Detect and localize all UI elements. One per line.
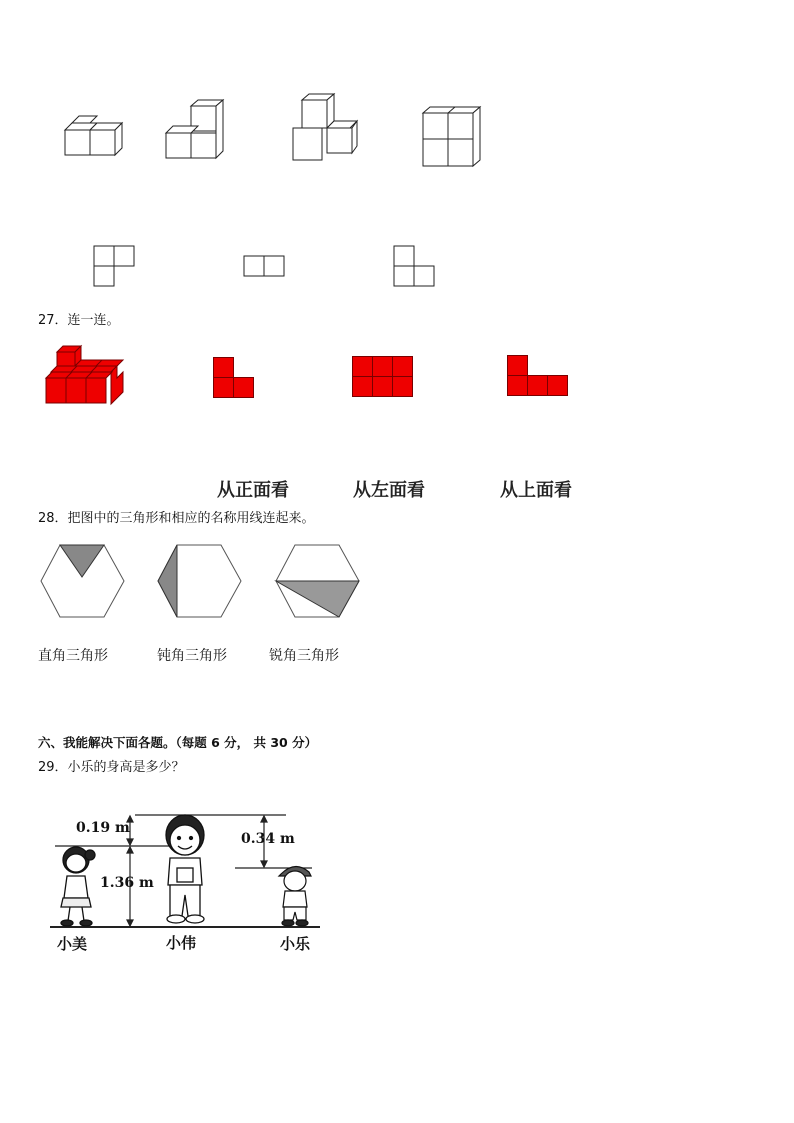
view-outline-1	[93, 245, 138, 290]
name-xiaomei: 小美	[57, 935, 88, 953]
question-29: 29．小乐的身高是多少？	[38, 760, 185, 775]
cube-stack-2	[163, 98, 233, 163]
tall-boy-figure	[160, 813, 210, 928]
view-label-left: 从左面看	[353, 480, 425, 501]
measure-1-36: 1.36 m	[100, 875, 154, 891]
section-6-title: 六、我能解决下面各题。（每题 6 分， 共 30 分）	[38, 735, 318, 750]
red-view-2	[352, 356, 414, 400]
view-outline-2	[243, 255, 288, 280]
view-outline-3	[393, 245, 438, 290]
red-view-3	[507, 355, 569, 399]
question-27: 27．连一连。	[38, 313, 120, 328]
red-cube-stack	[45, 344, 127, 406]
question-28: 28．把图中的三角形和相应的名称用线连起来。	[38, 511, 315, 526]
name-xiaowei: 小伟	[166, 934, 197, 952]
view-label-top: 从上面看	[500, 480, 572, 501]
girl-figure	[55, 843, 97, 928]
label-right-triangle: 直角三角形	[38, 648, 108, 664]
hexagon-obtuse-triangle	[157, 544, 243, 618]
cube-stack-4	[420, 105, 485, 170]
measure-0-34: 0.34 m	[241, 831, 295, 847]
short-boy-figure	[276, 862, 314, 928]
hexagon-acute-triangle	[275, 544, 361, 618]
hexagon-right-triangle	[40, 544, 126, 618]
measure-0-19: 0.19 m	[76, 820, 130, 836]
label-obtuse-triangle: 钝角三角形	[157, 648, 227, 664]
view-label-front: 从正面看	[217, 480, 289, 501]
cube-stack-1	[60, 110, 130, 165]
cube-stack-3	[290, 93, 365, 165]
red-view-1	[213, 357, 257, 401]
label-acute-triangle: 锐角三角形	[269, 648, 339, 664]
name-xiaole: 小乐	[280, 935, 311, 953]
